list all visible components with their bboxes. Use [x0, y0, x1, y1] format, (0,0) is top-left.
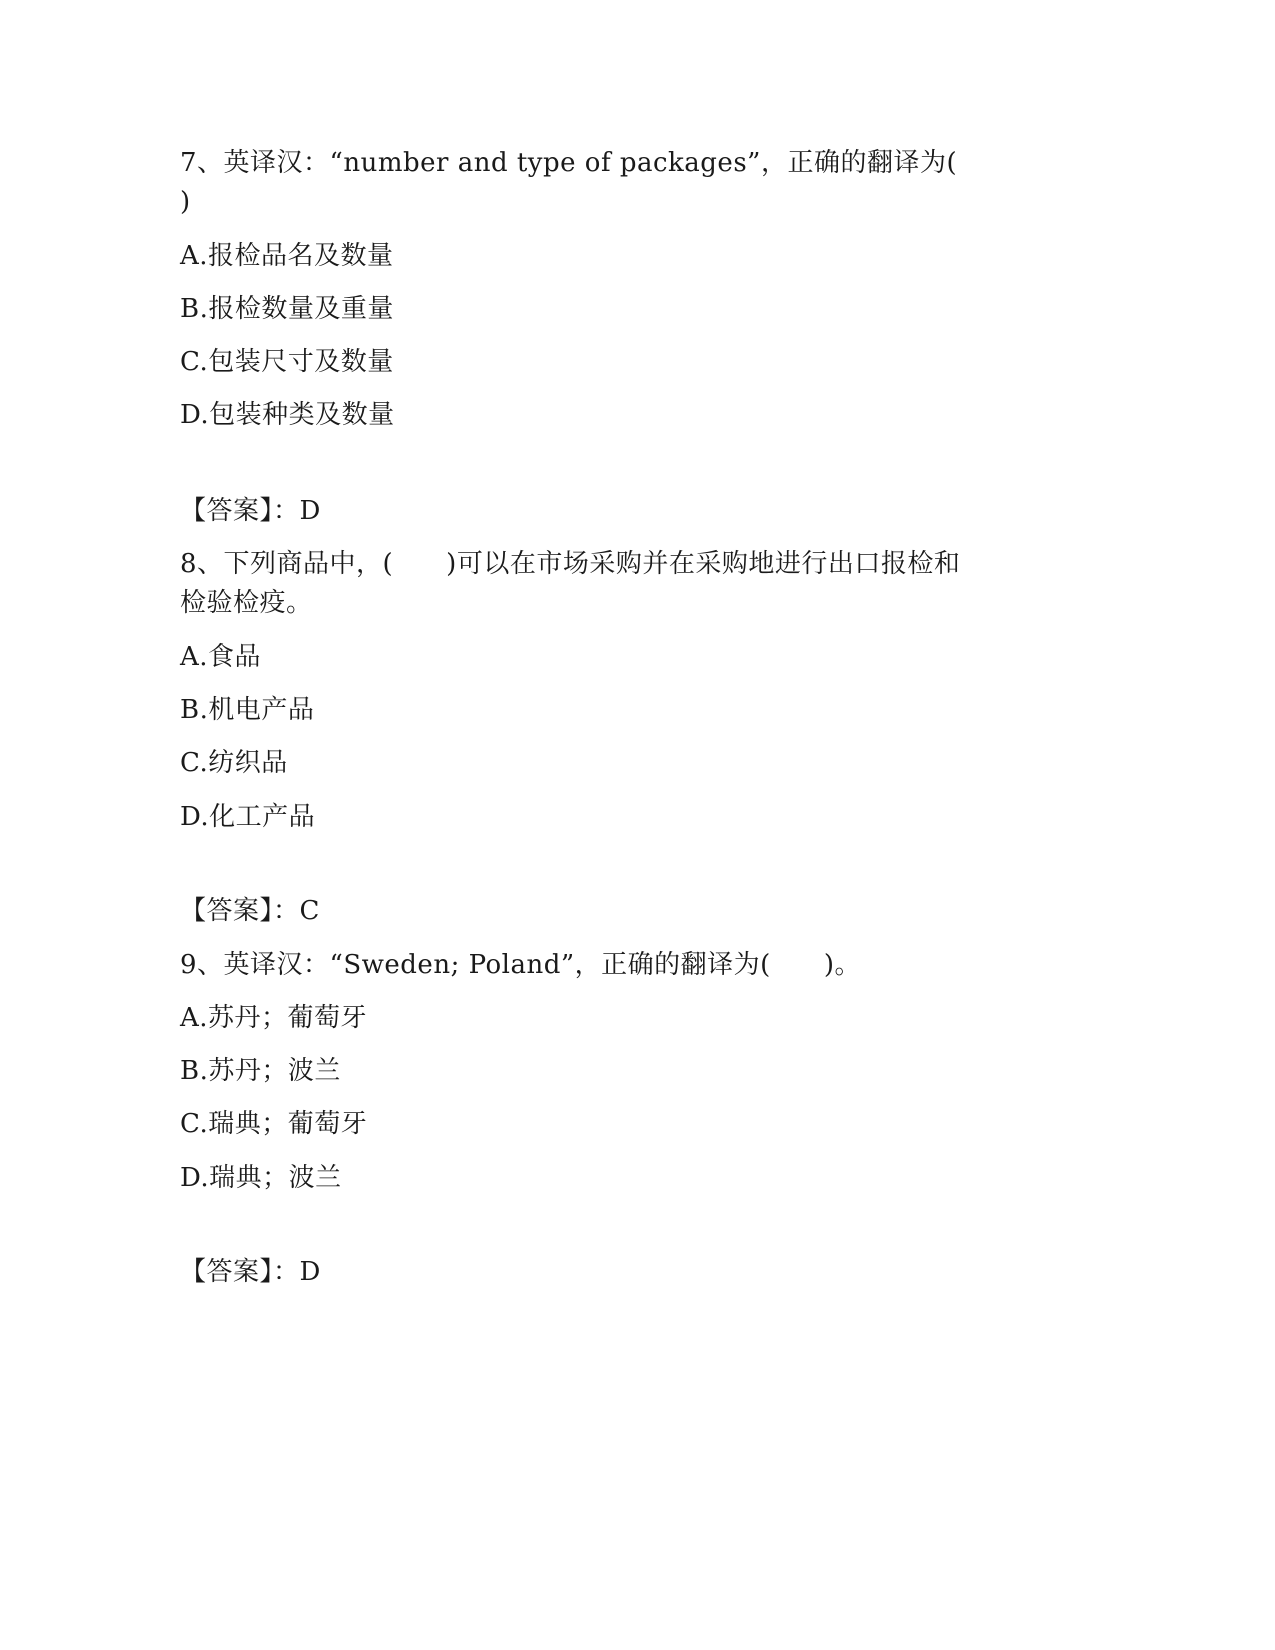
question-8-stem-cont: 检验检疫。	[180, 588, 313, 618]
question-7-answer: 【答案】：D	[180, 496, 321, 526]
question-8-option-d: D.化工产品	[180, 802, 316, 832]
question-7-option-d: D.包装种类及数量	[180, 400, 395, 430]
question-9-option-a: A.苏丹；葡萄牙	[180, 1003, 368, 1033]
question-9-option-d: D.瑞典；波兰	[180, 1163, 342, 1193]
question-9-answer: 【答案】：D	[180, 1257, 321, 1287]
question-9-option-c: C.瑞典；葡萄牙	[180, 1109, 368, 1139]
question-7-option-c: C.包装尺寸及数量	[180, 347, 394, 377]
question-7-option-b: B.报检数量及重量	[180, 294, 394, 324]
question-7-stem-cont: )	[180, 187, 191, 217]
question-8-option-a: A.食品	[180, 642, 262, 672]
question-9-option-b: B.苏丹；波兰	[180, 1056, 341, 1086]
question-8-option-c: C.纺织品	[180, 748, 288, 778]
question-8-answer: 【答案】：C	[180, 896, 320, 926]
question-8-option-b: B.机电产品	[180, 695, 315, 725]
question-9-stem: 9、英译汉：“Sweden; Poland”，正确的翻译为( )。	[180, 950, 861, 980]
question-7-stem: 7、英译汉：“number and type of packages”，正确的翻译为(	[180, 148, 958, 178]
question-7-option-a: A.报检品名及数量	[180, 241, 394, 271]
question-8-stem: 8、下列商品中，( )可以在市场采购并在采购地进行出口报检和	[180, 549, 961, 579]
